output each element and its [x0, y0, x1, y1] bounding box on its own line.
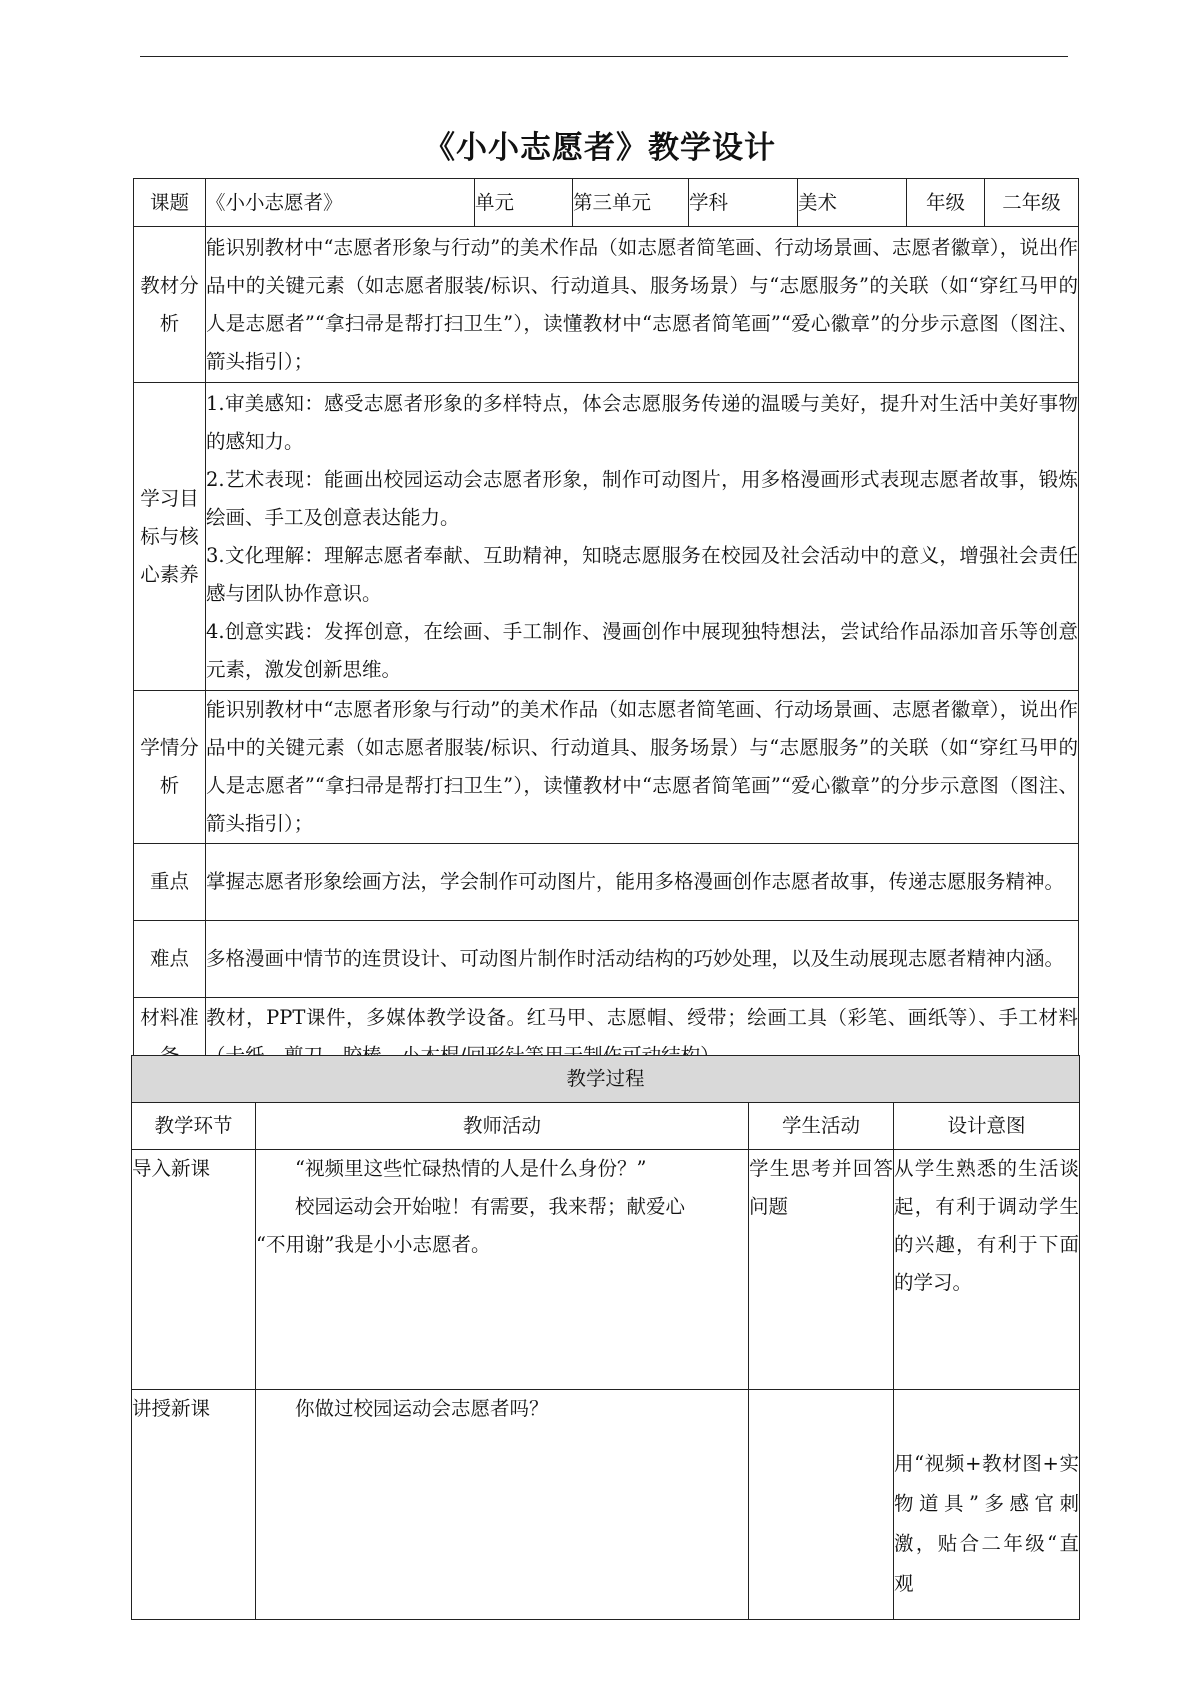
key-row	[134, 844, 1079, 921]
process-row-intro	[132, 1150, 1080, 1390]
student-activity-cell: 学生思考并回答问题	[749, 1150, 894, 1390]
header-intent: 设计意图	[894, 1103, 1080, 1150]
unit-value: 第三单元	[573, 179, 689, 227]
analysis-text: 能识别教材中“志愿者形象与行动”的美术作品（如志愿者简笔画、行动场景画、志愿者徽章），说出作品中的关键元素（如志愿者服装/标识、行动道具、服务场景）与“志愿服务”的关联（如“穿红马甲的人是志愿者”“拿扫帚是帮打扫卫生”），读懂教材中“志愿者简笔画”“爱心徽章”的分步示意图（图注、箭头指引）；	[206, 227, 1079, 383]
subject-value: 美术	[798, 179, 907, 227]
process-header-row	[132, 1103, 1080, 1150]
goal-item: 1.审美感知：感受志愿者形象的多样特点，体会志愿服务传递的温暖与美好，提升对生活中美好事物的感知力。	[206, 391, 1078, 453]
intent-cell: 从学生熟悉的生活谈起，有利于调动学生的兴趣，有利于下面的学习。	[894, 1150, 1080, 1390]
goal-item: 2.艺术表现：能画出校园运动会志愿者形象，制作可动图片，用多格漫画形式表现志愿者故事，锻炼绘画、手工及创意表达能力。	[206, 467, 1078, 529]
learner-text: 能识别教材中“志愿者形象与行动”的美术作品（如志愿者简笔画、行动场景画、志愿者徽章），说出作品中的关键元素（如志愿者服装/标识、行动道具、服务场景）与“志愿服务”的关联（如“穿红马甲的人是志愿者”“拿扫帚是帮打扫卫生”），读懂教材中“志愿者简笔画”“爱心徽章”的分步示意图（图注、箭头指引）；	[206, 691, 1079, 844]
process-title: 教学过程	[132, 1056, 1080, 1103]
learner-label: 学情分析	[134, 691, 206, 844]
process-row-new	[132, 1390, 1080, 1620]
header-student: 学生活动	[749, 1103, 894, 1150]
goals-label: 学习目标与核心素养	[134, 383, 206, 691]
stage-cell: 导入新课	[132, 1150, 256, 1390]
materials-text: 教材，PPT课件，多媒体教学设备。红马甲、志愿帽、绶带；绘画工具（彩笔、画纸等）、手工材料	[206, 998, 1079, 1076]
teacher-line: “不用谢”我是小小志愿者。	[256, 1233, 491, 1256]
learner-row	[134, 691, 1079, 844]
stage-cell: 讲授新课	[132, 1390, 256, 1620]
header-rule	[140, 56, 1068, 57]
course-value: 《小小志愿者》	[206, 179, 475, 227]
subject-label: 学科	[689, 179, 798, 227]
goals-row	[134, 383, 1079, 691]
page-title: 《小小志愿者》教学设计	[424, 130, 776, 166]
difficulty-label: 难点	[134, 921, 206, 998]
unit-label: 单元	[475, 179, 573, 227]
goal-item: 4.创意实践：发挥创意，在绘画、手工制作、漫画创作中展现独特想法，尝试给作品添加音乐等创意元素，激发创新思维。	[206, 619, 1078, 681]
analysis-row	[134, 227, 1079, 383]
grade-value: 二年级	[985, 179, 1079, 227]
key-label: 重点	[134, 844, 206, 921]
header-stage: 教学环节	[132, 1103, 256, 1150]
info-row	[134, 179, 1079, 227]
teacher-line: 你做过校园运动会志愿者吗？	[295, 1397, 549, 1420]
overview-table	[133, 178, 1079, 1076]
teacher-line: “视频里这些忙碌热情的人是什么身份？”	[295, 1157, 647, 1180]
difficulty-row	[134, 921, 1079, 998]
key-text: 掌握志愿者形象绘画方法，学会制作可动图片，能用多格漫画创作志愿者故事，传递志愿服务精神。	[206, 844, 1079, 921]
difficulty-text: 多格漫画中情节的连贯设计、可动图片制作时活动结构的巧妙处理，以及生动展现志愿者精神内涵。	[206, 921, 1079, 998]
analysis-label: 教材分析	[134, 227, 206, 383]
header-teacher: 教师活动	[256, 1103, 749, 1150]
intent-cell: 用“视频+教材图+实物道具”多感官刺激，贴合二年级“直观	[894, 1390, 1080, 1620]
goal-item: 3.文化理解：理解志愿者奉献、互助精神，知晓志愿服务在校园及社会活动中的意义，增强社会责任感与团队协作意识。	[206, 543, 1078, 605]
student-activity-cell	[749, 1390, 894, 1620]
grade-label: 年级	[907, 179, 985, 227]
goals-list	[206, 383, 1079, 691]
teacher-line: 校园运动会开始啦！有需要，我来帮；献爱心	[295, 1195, 686, 1218]
materials-label: 材料准	[134, 998, 206, 1076]
course-label: 课题	[134, 179, 206, 227]
process-title-row	[132, 1056, 1080, 1103]
teacher-activity-cell	[256, 1150, 749, 1390]
teacher-activity-cell	[256, 1390, 749, 1620]
process-table	[131, 1055, 1080, 1620]
